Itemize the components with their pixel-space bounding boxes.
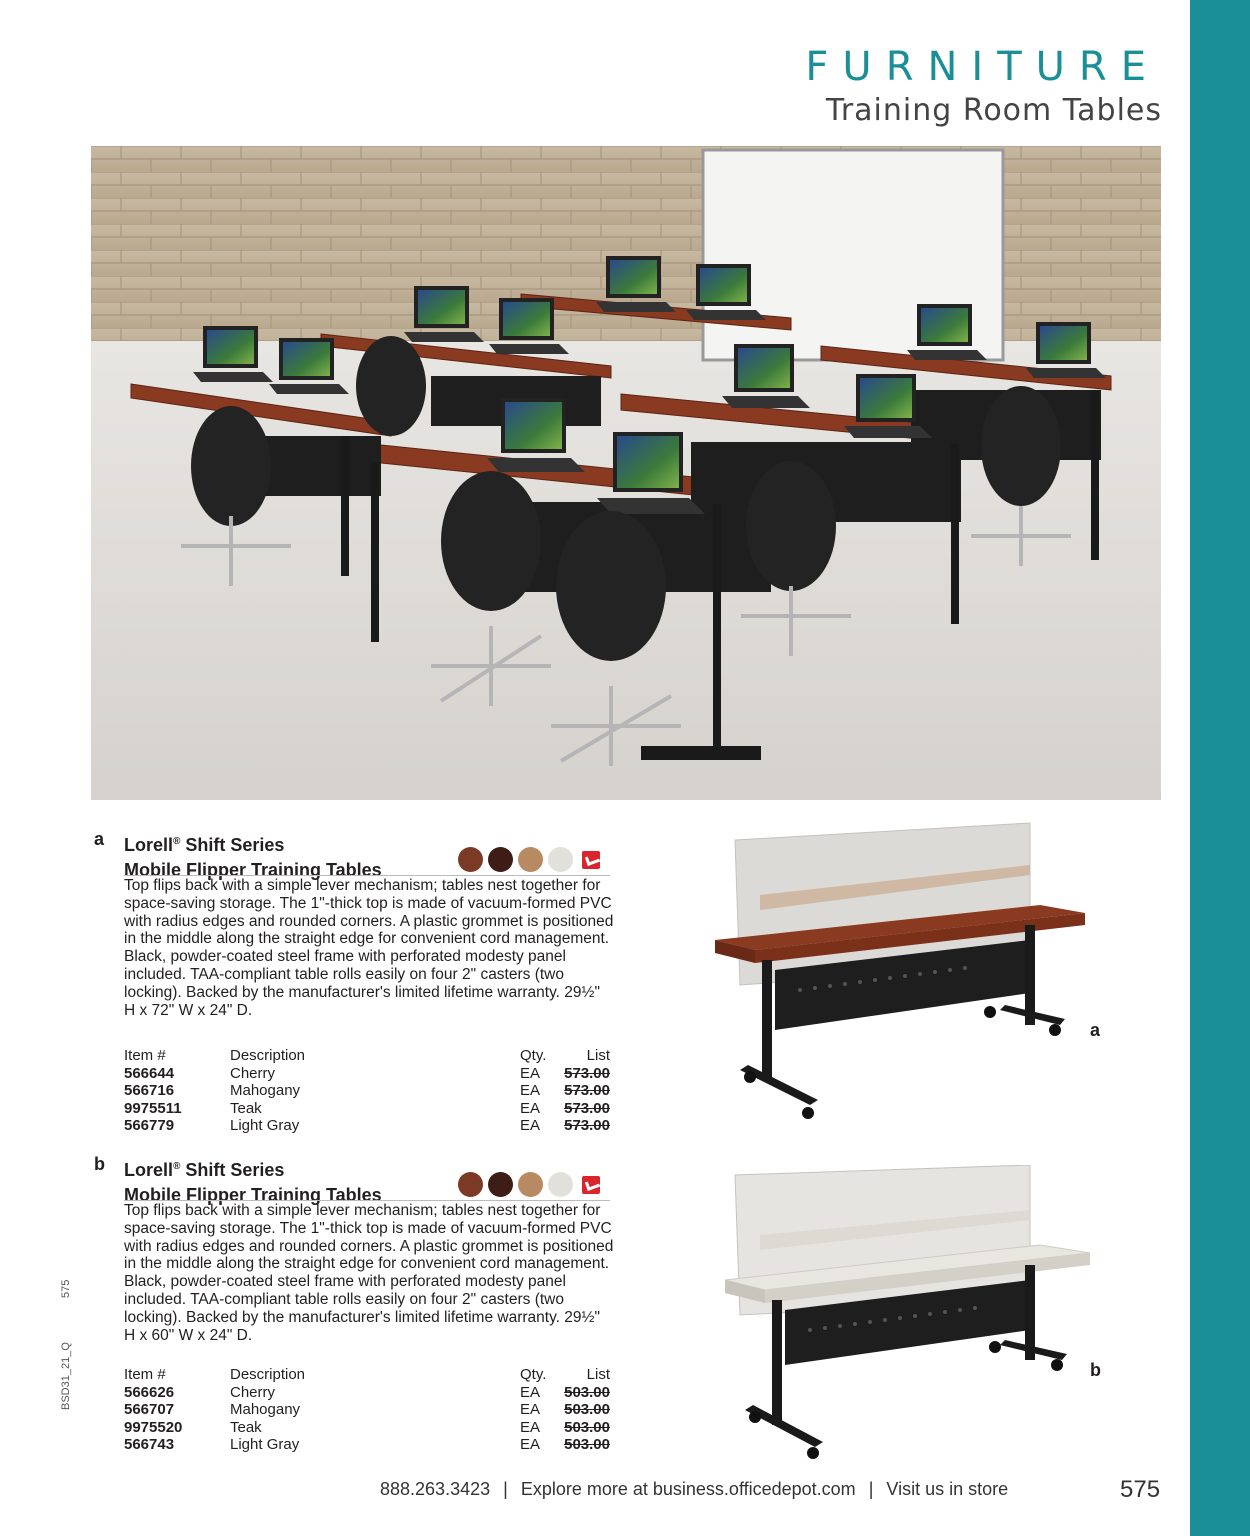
product-image-a: [700, 815, 1100, 1125]
category-title: FURNITURE: [805, 44, 1160, 90]
item-description: Mahogany: [230, 1082, 301, 1099]
product-label-b: b: [1090, 1360, 1101, 1380]
table-row: [124, 1384, 610, 1402]
color-swatches: [458, 1172, 600, 1197]
footer: [380, 1479, 1008, 1500]
item-description: Light Gray: [230, 1436, 300, 1453]
item-qty: EA: [520, 1117, 541, 1134]
brand-name: Lorell: [124, 1160, 174, 1180]
col-qty: Qty.: [520, 1366, 547, 1383]
side-accent-bar: [1190, 0, 1250, 1536]
table-row: [124, 1401, 610, 1419]
price-table: [124, 1366, 610, 1454]
col-description: Description: [230, 1366, 306, 1383]
footer-website[interactable]: Explore more at business.officedepot.com: [520, 1479, 856, 1499]
item-number: 566707: [124, 1401, 175, 1418]
registered-mark: ®: [173, 1161, 181, 1172]
product-title: Mobile Flipper Training Tables: [124, 860, 382, 880]
item-price: 503.00: [564, 1418, 610, 1436]
item-price: 573.00: [564, 1082, 610, 1099]
divider: [124, 875, 610, 876]
table-header: [124, 1047, 610, 1065]
product-image-b: [700, 1165, 1100, 1465]
footer-visit: Visit us in store: [886, 1479, 1009, 1499]
item-qty: EA: [520, 1418, 541, 1436]
item-description: Light Gray: [230, 1117, 300, 1134]
table-header: [124, 1366, 610, 1384]
light-gray-swatch: [548, 1172, 573, 1197]
product-description: Top flips back with a simple lever mechanism; tables nest together for space-saving storage. The 1"-thick top is made of vacuum-formed PVC with radius edges and rounded corners. A plastic grommet is positioned in the middle along the straight edge for convenient cord management. Black, powder-coated steel frame with perforated modesty panel included. TAA-compliant table rolls easily on four 2" casters (two locking). Backed by the manufacturer's limited lifetime warranty. 29½" H x 60" W x 24" D.: [124, 1202, 614, 1344]
light-gray-swatch: [548, 847, 573, 872]
item-qty: EA: [520, 1082, 541, 1099]
subcategory-title: Training Room Tables: [825, 93, 1162, 128]
teak-swatch: [518, 1172, 543, 1197]
table-row: [124, 1419, 610, 1437]
table-row: [124, 1117, 610, 1135]
item-description: Teak: [230, 1418, 262, 1436]
item-number: 566716: [124, 1082, 175, 1099]
item-number: 9975511: [124, 1099, 182, 1117]
cherry-swatch: [458, 1172, 483, 1197]
mahogany-swatch: [488, 847, 513, 872]
teak-swatch: [518, 847, 543, 872]
table-row: [124, 1100, 610, 1118]
item-number: 9975520: [124, 1418, 183, 1436]
divider: [124, 1200, 610, 1201]
item-description: Teak: [230, 1099, 262, 1117]
footer-separator: |: [503, 1479, 508, 1499]
series-name: Shift Series: [185, 835, 285, 855]
item-description: Mahogany: [230, 1401, 301, 1418]
item-number: 566743: [124, 1436, 175, 1453]
product-label-a: a: [1090, 1020, 1101, 1040]
section-letter: b: [94, 1154, 105, 1174]
item-qty: EA: [520, 1099, 541, 1117]
series-name: Shift Series: [185, 1160, 285, 1180]
item-number: 566779: [124, 1117, 175, 1134]
col-list: List: [586, 1366, 610, 1383]
compliance-icon: [582, 1176, 600, 1194]
item-qty: EA: [520, 1064, 541, 1082]
page-number: 575: [1120, 1476, 1161, 1503]
item-price: 573.00: [564, 1117, 610, 1134]
item-qty: EA: [520, 1436, 541, 1453]
col-item: Item #: [124, 1047, 166, 1064]
brand-name: Lorell: [124, 835, 174, 855]
product-section-b: [94, 1154, 614, 1464]
product-section-a: [94, 829, 614, 1139]
col-qty: Qty.: [520, 1047, 547, 1064]
item-price: 503.00: [564, 1401, 610, 1418]
product-description: Top flips back with a simple lever mechanism; tables nest together for space-saving storage. The 1"-thick top is made of vacuum-formed PVC with radius edges and rounded corners. A plastic grommet is positioned in the middle along the straight edge for convenient cord management. Black, powder-coated steel frame with perforated modesty panel included. TAA-compliant table rolls easily on four 2" casters (two locking). Backed by the manufacturer's limited lifetime warranty. 29½" H x 72" W x 24" D.: [124, 877, 614, 1019]
item-price: 503.00: [564, 1383, 610, 1401]
item-price: 573.00: [564, 1099, 610, 1117]
col-item: Item #: [124, 1366, 166, 1383]
price-table: [124, 1047, 610, 1135]
section-letter: a: [94, 829, 105, 849]
item-number: 566644: [124, 1064, 175, 1082]
table-row: [124, 1436, 610, 1454]
classroom-photo: [91, 146, 1161, 800]
color-swatches: [458, 847, 600, 872]
cherry-swatch: [458, 847, 483, 872]
footer-separator: |: [868, 1479, 874, 1499]
registered-mark: ®: [173, 836, 181, 847]
side-page-code: 575: [60, 1279, 72, 1298]
item-description: Cherry: [230, 1064, 276, 1082]
col-description: Description: [230, 1047, 306, 1064]
table-row: [124, 1082, 610, 1100]
item-number: 566626: [124, 1383, 175, 1401]
item-description: Cherry: [230, 1383, 276, 1401]
item-qty: EA: [520, 1401, 541, 1418]
side-catalog-code: BSD31_21_Q: [60, 1342, 72, 1410]
item-price: 573.00: [564, 1064, 610, 1082]
col-list: List: [586, 1047, 610, 1064]
footer-phone: 888.263.3423: [380, 1479, 491, 1499]
mahogany-swatch: [488, 1172, 513, 1197]
compliance-icon: [582, 851, 600, 869]
product-title: Mobile Flipper Training Tables: [124, 1185, 382, 1205]
item-qty: EA: [520, 1383, 541, 1401]
table-row: [124, 1065, 610, 1083]
item-price: 503.00: [564, 1436, 610, 1453]
